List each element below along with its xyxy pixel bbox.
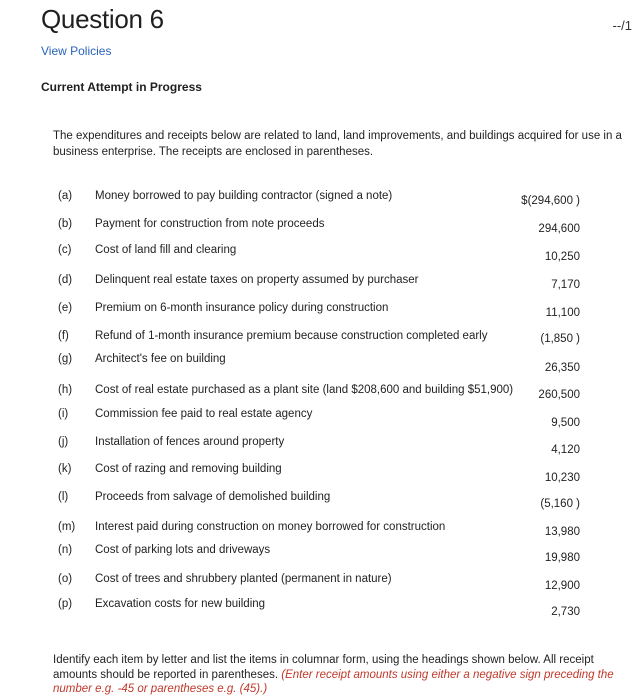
item-letter: (h)	[58, 384, 73, 396]
item-description: Architect's fee on building	[95, 353, 226, 365]
item-amount: 10,230	[544, 472, 580, 484]
item-description: Cost of trees and shrubbery planted (permanent in nature)	[95, 573, 392, 585]
item-amount: $(294,600 )	[521, 195, 580, 207]
item-description: Delinquent real estate taxes on property assumed by purchaser	[95, 274, 419, 286]
item-description: Payment for construction from note proceeds	[95, 218, 325, 230]
item-letter: (l)	[58, 491, 69, 503]
item-description: Premium on 6-month insurance policy during construction	[95, 302, 389, 314]
item-amount: (1,850 )	[540, 333, 580, 345]
item-description: Cost of razing and removing building	[95, 463, 282, 475]
item-letter: (m)	[58, 521, 76, 533]
item-amount: 294,600	[538, 223, 580, 235]
item-description: Cost of real estate purchased as a plant site (land $208,600 and building $51,900)	[95, 384, 514, 396]
item-letter: (g)	[58, 353, 73, 365]
item-description: Money borrowed to pay building contractor (signed a note)	[95, 190, 393, 202]
item-amount: 260,500	[538, 389, 580, 401]
score-indicator: --/1	[612, 18, 632, 33]
item-amount: 10,250	[544, 251, 580, 263]
item-letter: (p)	[58, 598, 73, 610]
item-description: Installation of fences around property	[95, 436, 285, 448]
item-letter: (d)	[58, 274, 73, 286]
item-letter: (e)	[58, 302, 73, 314]
item-amount: 2,730	[551, 606, 580, 618]
item-description: Excavation costs for new building	[95, 598, 266, 610]
item-amount: 11,100	[545, 307, 580, 319]
item-letter: (f)	[58, 330, 69, 342]
item-description: Interest paid during construction on money borrowed for construction	[95, 521, 446, 533]
item-amount: 13,980	[544, 526, 580, 538]
problem-intro: The expenditures and receipts below are related to land, land improvements, and buildings acquired for use in a business enterprise. The receipts are enclosed in parentheses.	[53, 130, 622, 158]
item-amount: 7,170	[551, 279, 580, 291]
item-letter: (k)	[58, 463, 72, 475]
item-description: Cost of parking lots and driveways	[95, 544, 271, 556]
item-letter: (o)	[58, 573, 73, 585]
instructions	[53, 653, 623, 697]
item-amount: 26,350	[544, 362, 580, 374]
item-amount: (5,160 )	[540, 498, 580, 510]
item-letter: (j)	[58, 436, 69, 448]
item-description: Refund of 1-month insurance premium because construction completed early	[95, 330, 488, 342]
item-description: Proceeds from salvage of demolished building	[95, 491, 331, 503]
item-letter: (c)	[58, 244, 72, 256]
item-description: Commission fee paid to real estate agency	[95, 408, 313, 420]
item-amount: 12,900	[544, 580, 580, 592]
instructions-text: Identify each item by letter and list the items in columnar form, using the headings shown below. All receipt amounts should be reported in parentheses.	[53, 654, 594, 681]
item-amount: 9,500	[551, 417, 580, 429]
item-letter: (i)	[58, 408, 69, 420]
question-title: Question 6	[41, 4, 164, 34]
item-letter: (a)	[58, 190, 73, 202]
item-letter: (n)	[58, 544, 73, 556]
attempt-status: Current Attempt in Progress	[41, 80, 202, 94]
item-amount: 19,980	[544, 552, 580, 564]
instructions-note: (Enter receipt amounts using either a negative sign preceding the number e.g. -45 or parentheses e.g. (45).)	[53, 668, 614, 695]
item-letter: (b)	[58, 218, 73, 230]
item-amount: 4,120	[551, 444, 580, 456]
item-description: Cost of land fill and clearing	[95, 244, 237, 256]
view-policies-link[interactable]: View Policies	[41, 44, 112, 58]
